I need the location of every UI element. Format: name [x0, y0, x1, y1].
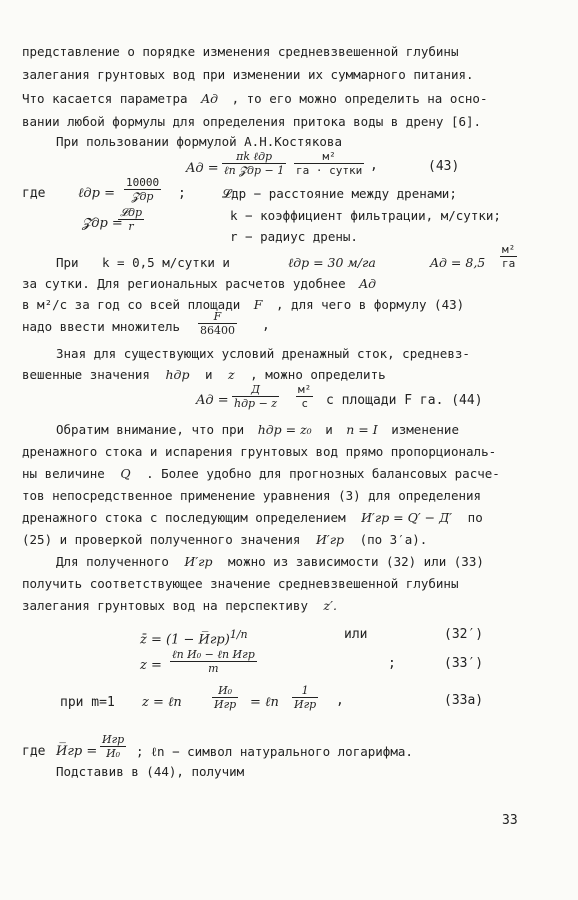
- eq44-unit-numerator: м²: [298, 383, 312, 396]
- text-fragment: и: [325, 422, 333, 437]
- eq43-lhs: Aд =: [186, 161, 219, 176]
- last-fraction: [100, 733, 126, 760]
- text-line: [22, 532, 427, 547]
- text-fragment: При: [56, 255, 79, 270]
- eq33-fraction: [170, 648, 257, 675]
- symbol-z-prime: z′.: [323, 598, 337, 613]
- text-fragment: Для полученного: [56, 554, 169, 569]
- text-line: дренажного стока и испарения грунтовых вод прямо пропорциональ-: [22, 444, 497, 459]
- symbol-hdr: hдр: [165, 367, 190, 382]
- eq44-fraction: [232, 383, 279, 410]
- eq33-numerator: ℓn И₀ − ℓn Игр: [172, 648, 255, 661]
- eq32-main: z̄ = (1 − И̅гр): [140, 632, 230, 648]
- symbol-n: n = I: [346, 422, 378, 437]
- symbol-igr: И′гр: [184, 554, 213, 569]
- eq32-tag: (32′): [444, 627, 484, 642]
- text-fragment: и: [204, 367, 213, 382]
- example-unit: [500, 243, 517, 270]
- text-fragment: Aд = 8,5: [430, 255, 486, 270]
- text-line: [56, 422, 459, 437]
- z-lhs: 𝓩др =: [82, 216, 123, 231]
- text-line: надо ввести множитель: [22, 319, 181, 334]
- text-line: Зная для существующих условий дренажный сток, средневз-: [56, 346, 470, 361]
- text-fragment: , для чего в формулу (43): [276, 297, 465, 312]
- l-lhs: ℓдр =: [78, 186, 116, 201]
- text-fragment: в м²/с за год со всей площади: [22, 297, 241, 312]
- symbol-q: Q: [120, 466, 131, 481]
- text-line: [56, 554, 484, 569]
- text-line: ; ℓn − символ натурального логарифма.: [136, 744, 413, 759]
- text-fragment: можно из зависимости (32) или (33): [228, 554, 484, 569]
- text-fragment: ны величине: [22, 466, 105, 481]
- text-line: При пользовании формулой А.Н.Костякова: [56, 134, 342, 149]
- definition-line: r − радиус дрены.: [230, 229, 358, 244]
- l-denominator: 𝓩др: [131, 190, 154, 203]
- text-fragment: залегания грунтовых вод на перспективу: [22, 598, 308, 613]
- definition-line: k − коэффициент фильтрации, м/сутки;: [230, 208, 501, 223]
- eq44-unit: [296, 383, 313, 410]
- eq44-numerator: Д: [232, 383, 279, 397]
- comma: ,: [262, 318, 270, 333]
- last-lhs: И̅гр =: [56, 744, 98, 759]
- separator: ;: [178, 186, 186, 201]
- eq43-fraction: [222, 150, 286, 177]
- example-unit-numerator: м²: [502, 243, 516, 256]
- symbol-z: z: [228, 367, 235, 382]
- page-number: 33: [502, 813, 518, 828]
- text-line: представление о порядке изменения средневзвешенной глубины: [22, 44, 459, 59]
- where-label: где: [22, 186, 46, 201]
- where-label: где: [22, 744, 46, 759]
- multiplier-denominator: 86400: [200, 324, 235, 337]
- z-denominator: r: [128, 220, 134, 233]
- eq32-expression: [140, 627, 248, 647]
- text-fragment: . Более удобно для прогнозных балансовых расче-: [146, 466, 500, 481]
- text-line: [22, 598, 337, 613]
- text-line: [22, 466, 500, 481]
- eq43-denominator: ℓn 𝓩др − 1: [224, 164, 285, 177]
- eq32-exponent: 1/n: [229, 628, 248, 641]
- text-fragment: (по 3′а).: [359, 532, 428, 547]
- definition-line: 𝓛др − расстояние между дренами;: [222, 186, 457, 201]
- text-line: залегания грунтовых вод при изменении их суммарного питания.: [22, 67, 474, 82]
- text-fragment: Что касается параметра: [22, 91, 188, 106]
- symbol-hdr-z0: hдр = z₀: [257, 422, 312, 437]
- text-line: [22, 367, 386, 382]
- text-fragment: дренажного стока с последующим определением: [22, 510, 346, 525]
- z-numerator: 𝓛др: [120, 206, 143, 219]
- symbol-ad: Aд: [201, 91, 219, 106]
- eq33-lhs: z =: [140, 658, 162, 673]
- eq33a-numerator-1: И₀: [212, 684, 238, 698]
- eq33-denominator: m: [208, 662, 219, 675]
- eq33-semicolon: ;: [388, 656, 396, 671]
- text-line: получить соответствующее значение средневзвешенной глубины: [22, 576, 459, 591]
- text-line: [22, 510, 483, 525]
- eq43-numerator: πk ℓдр: [222, 150, 286, 164]
- eq33a-comma: ,: [336, 693, 344, 708]
- eq33a-denominator-2: И̅гр: [294, 698, 317, 711]
- text-line: Подставив в (44), получим: [56, 764, 245, 779]
- text-line: тов непосредственное применение уравнения (3) для определения: [22, 488, 482, 503]
- eq43-unit: [294, 150, 364, 177]
- symbol-ad: Aд: [359, 276, 377, 291]
- eq33a-lhs: z = ℓn: [142, 695, 182, 710]
- symbol-igr-eq: И′гр = Q′ − Д′: [361, 510, 453, 525]
- z-fraction: [118, 206, 144, 233]
- text-fragment: изменение: [391, 422, 459, 437]
- text-line: вании любой формулы для определения притока воды в дрену [6].: [22, 114, 482, 129]
- text-fragment: ℓдр = 30 м/га: [288, 255, 376, 270]
- eq43-comma: ,: [370, 158, 378, 173]
- text-fragment: вешенные значения: [22, 367, 150, 382]
- eq43-unit-numerator: м²: [294, 150, 364, 164]
- text-fragment: , можно определить: [250, 367, 386, 382]
- text-fragment: по: [467, 510, 483, 525]
- eq44-unit-denominator: с: [301, 397, 308, 410]
- text-fragment: , то его можно определить на осно-: [231, 91, 488, 106]
- eq43-tag: (43): [428, 159, 460, 174]
- eq32-or: или: [344, 627, 368, 642]
- eq44-lhs: Aд =: [196, 393, 229, 408]
- last-numerator: Игр: [102, 733, 125, 746]
- eq44-tail: с площади F га. (44): [326, 393, 483, 408]
- eq33a-denominator-1: Игр: [214, 698, 237, 711]
- eq33a-numerator-2: 1: [292, 684, 318, 698]
- eq33a-condition: при m=1: [60, 695, 115, 710]
- eq33a-mid: = ℓn: [250, 695, 279, 710]
- text-line: [22, 276, 376, 291]
- example-unit-denominator: га: [502, 257, 516, 270]
- text-line: [22, 297, 464, 312]
- multiplier-numerator: F: [198, 310, 237, 324]
- l-fraction: [124, 176, 161, 203]
- eq33a-tag: (33а): [444, 693, 484, 708]
- eq33a-fraction-1: [212, 684, 238, 711]
- text-fragment: Обратим внимание, что при: [56, 422, 245, 437]
- text-fragment: за сутки. Для региональных расчетов удобнее: [22, 276, 346, 291]
- symbol-f: F: [253, 297, 263, 312]
- eq33a-fraction-2: [292, 684, 318, 711]
- symbol-igr: И′гр: [315, 532, 345, 547]
- eq44-denominator: hдр − z: [234, 397, 278, 410]
- eq33-tag: (33′): [444, 656, 484, 671]
- l-numerator: 10000: [126, 176, 160, 189]
- text-fragment: (25) и проверкой полученного значения: [22, 532, 301, 547]
- text-line: [22, 91, 487, 106]
- text-fragment: k = 0,5 м/сутки и: [102, 255, 230, 270]
- last-denominator: И₀: [106, 747, 121, 760]
- eq43-unit-denominator: га · сутки: [296, 164, 363, 177]
- multiplier-fraction: [198, 310, 237, 337]
